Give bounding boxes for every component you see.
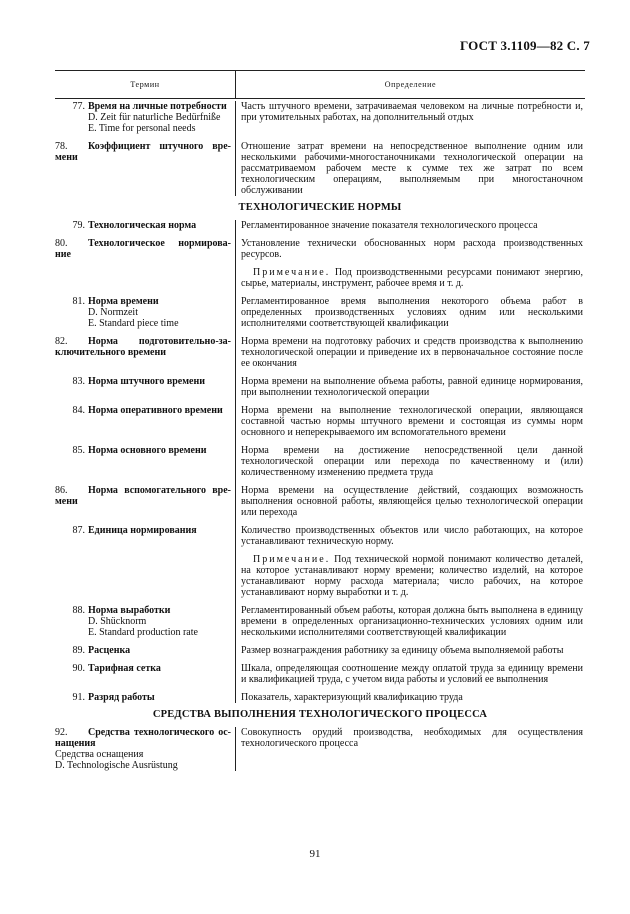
table-header xyxy=(55,70,585,99)
table-row xyxy=(55,99,585,134)
table-row: 86. Норма вспомогательного вре- мени Норма времени на осуществление действий, создающих возможность выполнения основной работы, являющейся целью технологической операции или перехода xyxy=(55,485,583,518)
table-row xyxy=(55,141,585,196)
term-name: Время на личные потребности xyxy=(88,101,227,112)
definition-cell: Отношение затрат времени на непосредственное выполнение одним или несколькими рабочими-многостаночниками технологической операции на рассматриваемом рабочем месте к сумме тех же затрат по всем технологическим операциям, выполняемым при многостаночном обслуживании xyxy=(235,141,585,196)
term-german: D. Technologische Ausrüstung xyxy=(55,760,178,771)
term-name: Норма выработки xyxy=(88,605,171,616)
term-english: E. Standard production rate xyxy=(88,627,198,638)
page-header: ГОСТ 3.1109—82 С. 7 xyxy=(460,38,590,53)
term-name: Норма штучного времени xyxy=(88,376,206,387)
term-name: Технологическая норма xyxy=(88,220,197,231)
definition-cell: Размер вознаграждения работнику за единицу объема выполняемой работы xyxy=(235,645,585,656)
note-label: Примечание. xyxy=(253,554,331,565)
page-number: 91 xyxy=(309,848,321,860)
table-row: 90. Тарифная сетка Шкала, определяющая соотношение между оплатой труда за единицу времени и квалификацией труда, с учетом вида работы и условий ее выполнения xyxy=(72,663,583,685)
definition-cell: Норма времени на достижение непосредственной цели данной технологической операции или перехода по качественному и (или) количественному изменению предмета труда xyxy=(235,445,585,478)
definition-cell: Шкала, определяющая соотношение между оплатой труда за единицу времени и квалификацией труда, с учетом вида работы и условий ее выполнения xyxy=(235,663,585,685)
table-row: 89. Расценка Размер вознаграждения работнику за единицу объема выполняемой работы xyxy=(55,645,585,656)
term-german: D. Zeit für naturliche Bedürfniße xyxy=(88,112,221,123)
table-row: 80. Технологическое нормирова- ние Установление технически обоснованных норм расхода производственных ресурсов. Примечание. Под производственными ресурсами понимают энергию, сырье, материалы, инструмент, рабочее время и т. д. xyxy=(55,238,584,289)
term-name: Норма оперативного времени xyxy=(88,405,223,416)
term-english: E. Time for personal needs xyxy=(88,123,196,134)
definition-cell: Регламентированное значение показателя технологического процесса xyxy=(235,220,585,231)
definition-cell: Совокупность орудий производства, необходимых для осуществления технологического процесса xyxy=(235,727,585,771)
term-cell: 77. Время на личные потребности D. Zeit für naturliche Bedürfniße E. Time for personal needs xyxy=(55,101,235,134)
column-header-term: Термин xyxy=(55,71,236,98)
table-row: 79. Технологическая норма Регламентированное значение показателя технологического процесса xyxy=(55,220,585,231)
term-name: Единица нормирования xyxy=(88,525,197,536)
column-header-definition: Определение xyxy=(384,80,437,89)
terms-table xyxy=(55,70,585,771)
term-name: Средства технологического ос- xyxy=(88,727,231,738)
table-row: 85. Норма основного времени Норма времени на достижение непосредственной цели данной технологической операции или перехода по качественному и (или) количественному изменению предмета труда xyxy=(72,445,583,478)
term-german: D. Shücknorm xyxy=(88,616,147,627)
definition-cell: Норма времени на подготовку рабочих и средств производства к выполнению технологической операции и приведение их в первоначальное состояние после ее окончания xyxy=(235,336,585,369)
section-title: СРЕДСТВА ВЫПОЛНЕНИЯ ТЕХНОЛОГИЧЕСКОГО ПРОЦЕССА xyxy=(152,709,488,720)
table-row: 87. Единица нормирования Количество производственных объектов или число работающих, на которое устанавливают техническую норму. Примечание. Под технической нормой понимают количество деталей, на которое устанавливают норму времени; количество изделий, на которое устанавливают норму расхода материала; число рабочих, на которое устанавливают норму выработки и т. д. xyxy=(72,525,583,598)
table-row: 92. Средства технологического ос- нащения Средства оснащения D. Technologische Ausrüstung Совокупность орудий производства, необходимых для осуществления технологического процесса xyxy=(55,727,583,771)
definition-cell: Установление технически обоснованных норм расхода производственных ресурсов. Примечание. Под производственными ресурсами понимают энергию, сырье, материалы, инструмент, рабочее время и т. д. xyxy=(235,238,585,289)
table-row: 91. Разряд работы Показатель, характеризующий квалификацию труда xyxy=(55,692,585,703)
definition-cell: Количество производственных объектов или число работающих, на которое устанавливают техническую норму. Примечание. Под технической нормой понимают количество деталей, на которое устанавливают норму времени; количество изделий, на которое устанавливают норму расхода материала; число рабочих, на которое устанавливают норму выработки и т. д. xyxy=(235,525,585,598)
term-english: E. Standard piece time xyxy=(88,318,179,329)
term-name: Коэффициент штучного вре- xyxy=(88,141,231,152)
definition-cell: Часть штучного времени, затрачиваемая человеком на личные потребности и, при утомительных работах, на дополнительный отдых xyxy=(235,101,585,134)
term-synonym: Средства оснащения xyxy=(55,749,144,760)
term-name: Расценка xyxy=(88,645,131,656)
term-name: Разряд работы xyxy=(88,692,155,703)
note-label: Примечание. xyxy=(253,267,331,278)
definition-cell: Регламентированное время выполнения некоторого объема работ в определенных производственных условиях одним или несколькими исполнителями соответствующей квалификации xyxy=(235,296,585,329)
definition-cell: Норма времени на осуществление действий, создающих возможность выполнения основной работы, являющейся целью технологической операции или перехода xyxy=(235,485,585,518)
table-row: 82. Норма подготовительно-за- ключительного времени Норма времени на подготовку рабочих и средств производства к выполнению технологической операции и приведение их в первоначальное состояние после ее окончания xyxy=(55,336,583,369)
section-title: ТЕХНОЛОГИЧЕСКИЕ НОРМЫ xyxy=(238,202,402,213)
table-row: 83. Норма штучного времени Норма времени на выполнение объема работы, равной единице нормирования, при выполнении технологической операции xyxy=(72,376,583,398)
term-cell: 78. Коэффициент штучного вре- мени xyxy=(55,141,231,163)
term-name: Тарифная сетка xyxy=(88,663,161,674)
definition-cell: Показатель, характеризующий квалификацию труда xyxy=(235,692,585,703)
definition-cell: Норма времени на выполнение технологической операции, являющаяся составной частью нормы штучного времени и состоящая из суммы норм основного и неперекрываемого им вспомогательного времени xyxy=(235,405,585,438)
term-name: Норма вспомогательного вре- xyxy=(88,485,231,496)
term-name: Норма времени xyxy=(88,296,159,307)
definition-cell: Регламентированный объем работы, которая должна быть выполнена в единицу времени в определенных организационно-технических условиях одним или несколькими исполнителями соответствующей квалификации xyxy=(235,605,585,638)
term-name: Норма основного времени xyxy=(88,445,207,456)
term-name: Норма подготовительно-за- xyxy=(88,336,231,347)
term-german: D. Normzeit xyxy=(88,307,138,318)
table-row: 84. Норма оперативного времени Норма времени на выполнение технологической операции, являющаяся составной частью нормы штучного времени и состоящая из суммы норм основного и неперекрываемого им вспомогательного времени xyxy=(72,405,583,438)
table-row: 81. Норма времени D. Normzeit E. Standard piece time Регламентированное время выполнения некоторого объема работ в определенных производственных условиях одним или несколькими исполнителями соответствующей квалификации xyxy=(55,296,585,329)
table-row: 88. Норма выработки D. Shücknorm E. Standard production rate Регламентированный объем работы, которая должна быть выполнена в единицу времени в определенных организационно-технических условиях одним или несколькими исполнителями соответствующей квалификации xyxy=(55,605,585,638)
definition-cell: Норма времени на выполнение объема работы, равной единице нормирования, при выполнении технологической операции xyxy=(235,376,585,398)
term-name: Технологическое нормирова- xyxy=(88,238,231,249)
